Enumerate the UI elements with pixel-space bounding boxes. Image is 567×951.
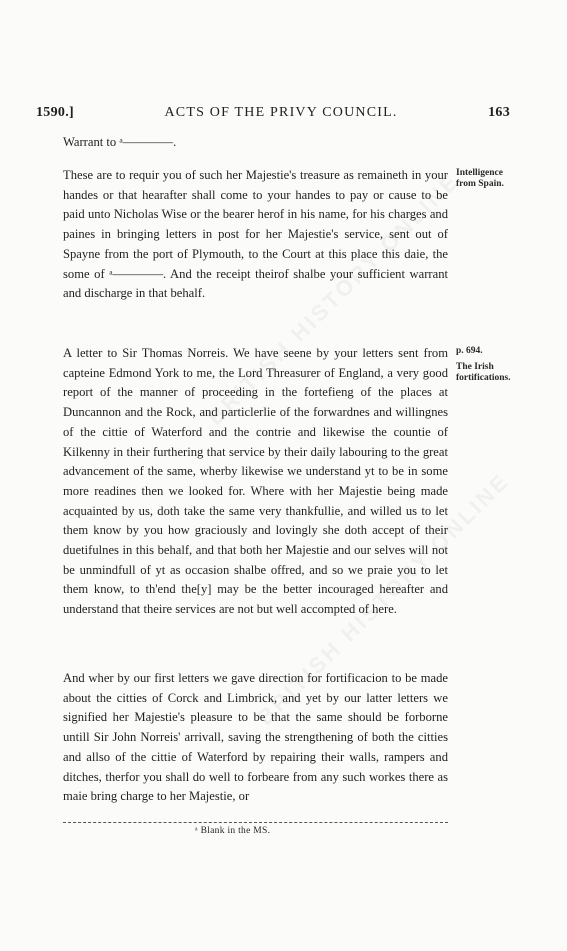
warrant-text: Warrant to ᵃ————.	[63, 135, 177, 149]
paragraph-2	[63, 344, 448, 620]
footnote-rule	[63, 822, 448, 823]
warrant-heading	[63, 133, 448, 153]
header-year: 1590.]	[36, 105, 74, 120]
header-title: ACTS OF THE PRIVY COUNCIL.	[164, 105, 398, 120]
paragraph-text: These are to requir you of such her Majestie's treasure as remaineth in your handes or that hearafter shall come to your handes to pay or cause to be paid unto Nicholas Wise or the bearer herof in his name, for his charges and paines in bringing letters in post for her Majestie's service, sent out of Spayne from the port of Plymouth, to the Court at this place this daie, the some of ᵃ————. And the receipt theirof shalbe your sufficient warrant and discharge in that behalf.	[63, 168, 448, 301]
margin-note-line: fortifications.	[456, 373, 511, 383]
margin-note-line: p. 694.	[456, 346, 483, 356]
paragraph-1	[63, 166, 448, 304]
running-header	[36, 105, 510, 121]
paragraph-3	[63, 669, 448, 807]
paragraph-text: A letter to Sir Thomas Norreis. We have seene by your letters sent from capteine Edmond York to me, the Lord Threasurer of England, a very good report of the manner of proceeding in the fortefieng of the places at Duncannon and the Rock, and particlerlie of the forwardnes and willingnes of the cittie of Waterford and the contrie and likewise the countie of Kilkenny in their furthering that service by their daily labouring to the great advancement of the same, wherby likewise we understand yt to be in some more readines then we looked for. Where with her Majestie being made acquainted by us, doth take the same very thankfullie, and willed us to let them know by you how graciously and lovingly she doth accept of their duetifulnes in this behalf, and that both her Majestie and our selves will not be unmindfull of yt as occasion shalbe offred, and so we praie you to let them know, to th'end the[y] may be the better incouraged hereafter and understand that theire services are not but well accompted of here.	[63, 346, 448, 617]
margin-note-intelligence	[456, 168, 546, 190]
margin-note-page-ref	[456, 346, 546, 357]
page-number: 163	[488, 105, 510, 120]
margin-note-line: The Irish	[456, 362, 494, 372]
paragraph-text: And wher by our first letters we gave direction for fortificacion to be made about the citties of Corck and Limbrick, and yet by our latter letters we signified her Majestie's pleasure to be that the same should be forborne untill Sir John Norreis' arrivall, saving the strengthening of both the citties and allso of the cittie of Waterford by repairing their walls, rampers and ditches, therfor you shall do well to forbeare from any such workes there as maie bring charge to her Majestie, or	[63, 671, 448, 804]
margin-note-fortifications	[456, 362, 546, 384]
margin-note-line: from Spain.	[456, 179, 504, 189]
margin-note-line: Intelligence	[456, 168, 503, 178]
footnote: ᵃ Blank in the MS.	[195, 826, 271, 836]
